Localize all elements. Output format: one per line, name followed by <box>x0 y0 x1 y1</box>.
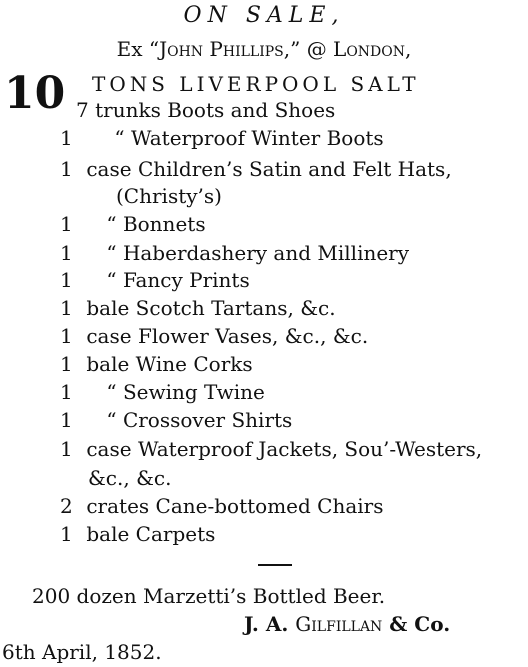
signature <box>244 612 450 636</box>
list-item <box>60 494 384 518</box>
list-item <box>60 296 336 320</box>
item-qty: 1 <box>60 408 73 432</box>
list-item <box>60 352 253 376</box>
list-item <box>60 241 409 265</box>
item-text: bale Wine Corks <box>86 352 253 376</box>
list-item <box>60 157 452 181</box>
notice-heading: ON SALE, <box>183 3 345 28</box>
item-text: case Children’s Satin and Felt Hats, <box>86 157 452 181</box>
list-item <box>60 437 482 461</box>
notice-date: 6th April, 1852. <box>2 640 162 664</box>
section-divider <box>258 564 292 566</box>
item-qty: 1 <box>60 296 73 320</box>
signature-suffix: & Co. <box>389 612 451 636</box>
item-text: “ Crossover Shirts <box>106 408 293 432</box>
item-qty: 1 <box>60 522 73 546</box>
ship-line-prefix: Ex “ <box>116 37 160 61</box>
list-item <box>60 126 384 150</box>
ship-line-middle: ,” @ <box>283 37 334 61</box>
list-item <box>60 380 265 404</box>
item-qty: 1 <box>60 352 73 376</box>
ship-line-suffix: , <box>405 37 412 61</box>
beer-line: 200 dozen Marzetti’s Bottled Beer. <box>32 584 386 608</box>
item-text: “ Haberdashery and Millinery <box>106 241 410 265</box>
item-qty: 1 <box>60 212 73 236</box>
item-text: crates Cane-bottomed Chairs <box>86 494 384 518</box>
item-qty: 1 <box>60 437 73 461</box>
item-qty: 1 <box>60 268 73 292</box>
item-qty: 1 <box>60 126 73 150</box>
item-qty: 1 <box>60 157 73 181</box>
item-text: “ Fancy Prints <box>106 268 250 292</box>
list-item-continuation <box>88 466 171 490</box>
item-text: trunks Boots and Shoes <box>95 98 336 122</box>
item-qty: 2 <box>60 494 73 518</box>
list-item-continuation <box>116 184 222 208</box>
list-item <box>60 522 215 546</box>
item-qty: 1 <box>60 241 73 265</box>
item-text: &c., &c. <box>88 466 172 490</box>
item-text: bale Carpets <box>86 522 216 546</box>
signature-name: Gilfillan <box>295 612 383 636</box>
list-item <box>60 324 368 348</box>
item-text: bale Scotch Tartans, &c. <box>86 296 336 320</box>
item-qty: 1 <box>60 324 73 348</box>
lead-item: TONS LIVERPOOL SALT <box>92 72 420 96</box>
lead-quantity: 10 <box>4 68 66 119</box>
item-text: (Christy’s) <box>116 184 222 208</box>
port-name: London <box>333 37 406 61</box>
ship-name: John Phillips <box>159 37 284 61</box>
item-qty: 1 <box>60 380 73 404</box>
list-item <box>60 408 292 432</box>
item-qty: 7 <box>76 98 89 122</box>
signature-initials: J. A. <box>244 612 289 636</box>
item-text: case Waterproof Jackets, Sou’-Westers, <box>86 437 483 461</box>
item-text: “ Bonnets <box>106 212 206 236</box>
item-text: “ Sewing Twine <box>106 380 265 404</box>
item-text: case Flower Vases, &c., &c. <box>86 324 369 348</box>
list-item <box>60 268 250 292</box>
list-item <box>60 212 206 236</box>
ship-line <box>0 37 528 61</box>
item-text: “ Waterproof Winter Boots <box>114 126 384 150</box>
list-item <box>76 98 335 122</box>
